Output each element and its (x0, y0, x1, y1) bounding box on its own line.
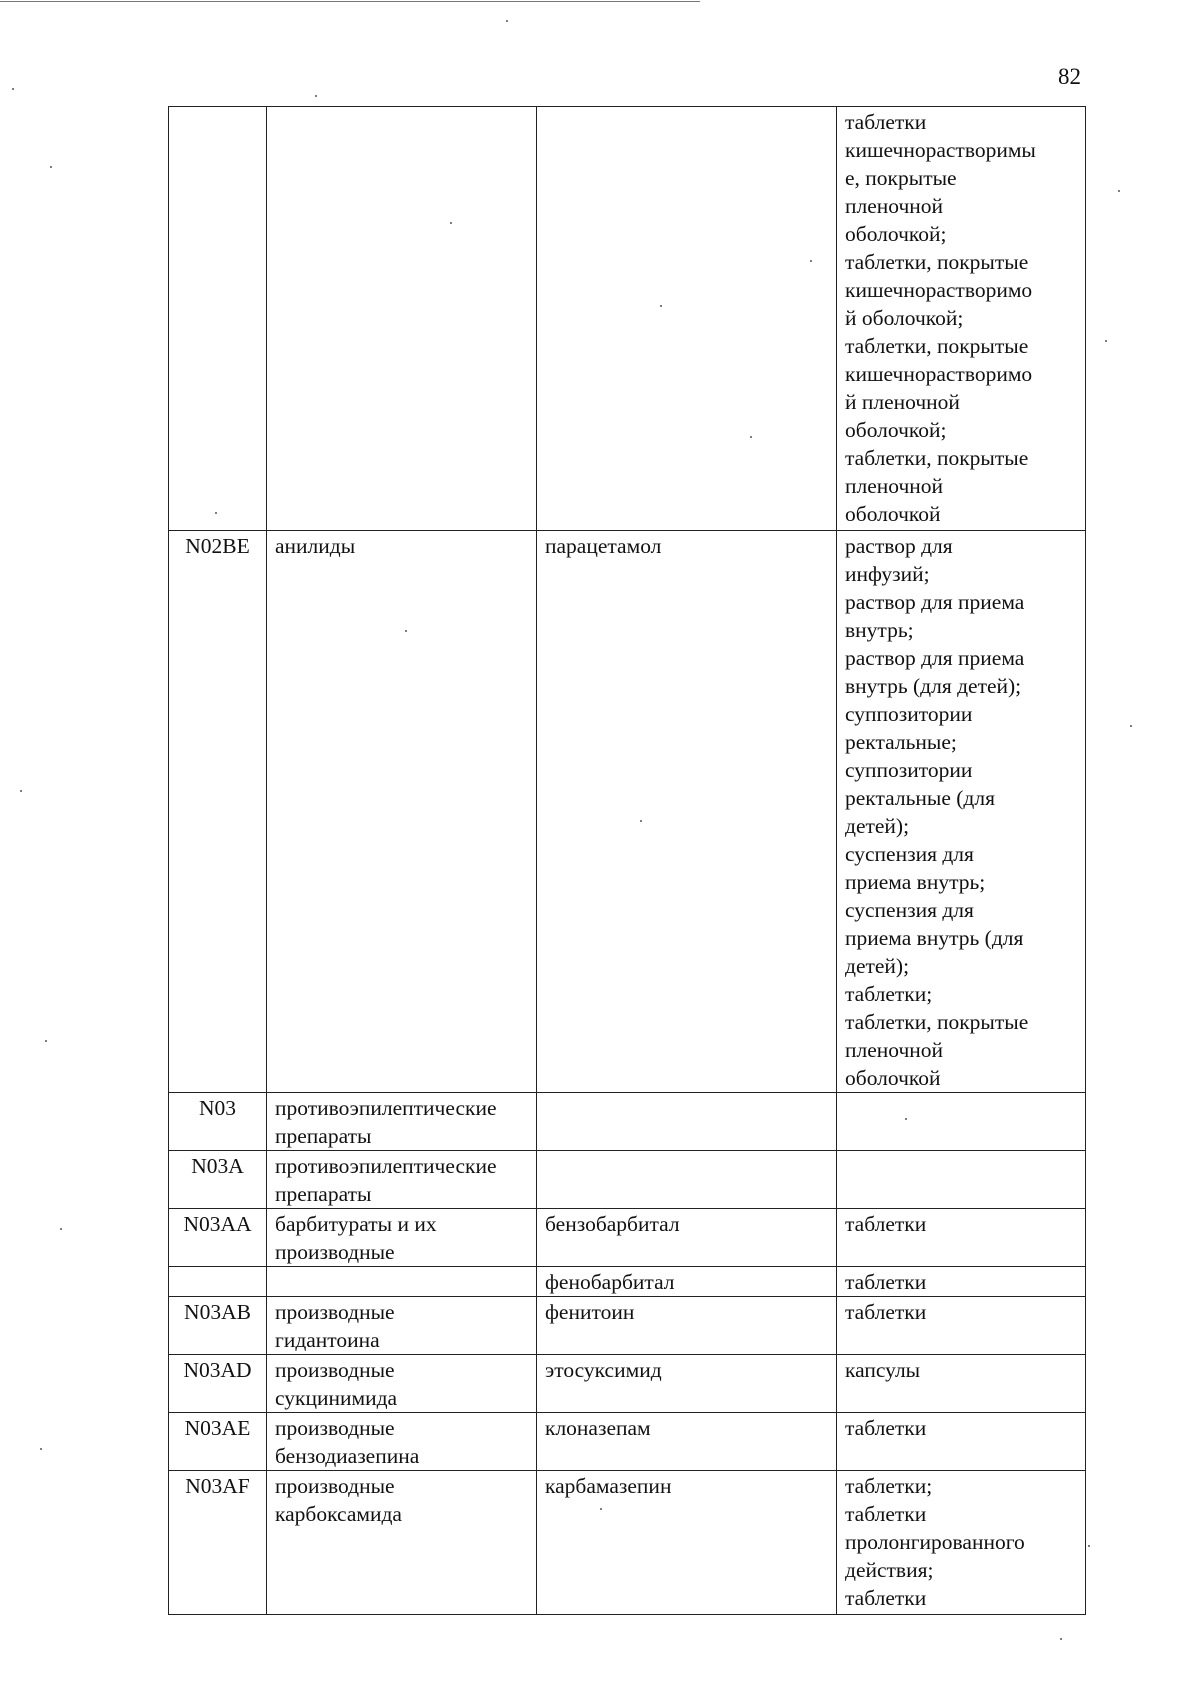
table-row (169, 1413, 1086, 1471)
dosage-form-line: таблетки, покрытые (845, 250, 1029, 274)
atc-code-cell: N03AA (169, 1209, 267, 1267)
dosage-forms-cell (837, 1355, 1086, 1413)
table-row (169, 1093, 1086, 1151)
group-cell (267, 1355, 537, 1413)
group-line: производные (275, 1416, 395, 1440)
dosage-form-line: кишечнорастворимо (845, 362, 1033, 386)
drug-cell: парацетамол (537, 531, 837, 1093)
scan-speck (1105, 340, 1107, 342)
scan-speck (50, 166, 52, 168)
scan-speck (405, 630, 407, 632)
scan-speck (1060, 1638, 1062, 1640)
dosage-form-line: таблетки; (845, 982, 933, 1006)
dosage-form-line: кишечнорастворимы (845, 138, 1036, 162)
dosage-form-line: е, покрытые (845, 166, 957, 190)
page-number: 82 (1058, 64, 1081, 89)
drug-table (168, 106, 1086, 1615)
group-line: бензодиазепина (275, 1444, 420, 1468)
drug-cell: карбамазепин (537, 1471, 837, 1615)
dosage-form-line: пленочной (845, 1038, 944, 1062)
group-line: сукцинимида (275, 1386, 398, 1410)
dosage-form-line: приема внутрь; (845, 870, 986, 894)
atc-code-cell: N03A (169, 1151, 267, 1209)
group-line: препараты (275, 1182, 372, 1206)
drug-cell: этосуксимид (537, 1355, 837, 1413)
dosage-forms-cell (837, 531, 1086, 1093)
dosage-form-line: оболочкой (845, 502, 941, 526)
group-cell (267, 1471, 537, 1615)
scan-speck (60, 1228, 62, 1230)
dosage-form-line: внутрь (для детей); (845, 674, 1022, 698)
group-cell (267, 1209, 537, 1267)
dosage-form-line: оболочкой (845, 1066, 941, 1090)
dosage-form-line: детей); (845, 814, 910, 838)
group-cell (267, 1093, 537, 1151)
dosage-form-line: капсулы (845, 1358, 921, 1382)
dosage-form-line: детей); (845, 954, 910, 978)
scan-speck (640, 820, 642, 822)
table-row (169, 1471, 1086, 1615)
dosage-form-line: раствор для (845, 534, 953, 558)
scan-speck (1118, 190, 1120, 192)
atc-code-cell: N03 (169, 1093, 267, 1151)
group-line: производные (275, 1474, 395, 1498)
dosage-form-line: оболочкой; (845, 222, 947, 246)
scan-top-edge-line (0, 1, 700, 2)
scan-speck (506, 20, 508, 22)
dosage-form-line: приема внутрь (для (845, 926, 1024, 950)
dosage-form-line: пленочной (845, 474, 944, 498)
dosage-form-line: й оболочкой; (845, 306, 964, 330)
atc-code-cell (169, 1267, 267, 1297)
dosage-form-line: таблетки, покрытые (845, 446, 1029, 470)
table-row (169, 1267, 1086, 1297)
table-row (169, 107, 1086, 531)
dosage-form-line: таблетки; (845, 1474, 933, 1498)
atc-code-cell: N03AD (169, 1355, 267, 1413)
scan-speck (600, 1508, 602, 1510)
dosage-form-line: оболочкой; (845, 418, 947, 442)
group-line: анилиды (275, 534, 356, 558)
scan-speck (40, 1448, 42, 1450)
atc-code-cell: N03AE (169, 1413, 267, 1471)
dosage-forms-cell (837, 107, 1086, 531)
group-line: противоэпилептические (275, 1154, 497, 1178)
group-line: производные (275, 1358, 395, 1382)
scan-speck (450, 222, 452, 224)
atc-code-cell: N02BE (169, 531, 267, 1093)
drug-cell: фенобарбитал (537, 1267, 837, 1297)
scan-speck (20, 790, 22, 792)
scan-speck (12, 88, 14, 90)
scan-speck (1088, 1545, 1090, 1547)
scan-speck (45, 1040, 47, 1042)
dosage-forms-cell (837, 1151, 1086, 1209)
dosage-form-line: таблетки, покрытые (845, 1010, 1029, 1034)
dosage-form-line: таблетки (845, 1300, 927, 1324)
group-line: противоэпилептические (275, 1096, 497, 1120)
group-line: производные (275, 1240, 395, 1264)
dosage-forms-cell (837, 1209, 1086, 1267)
group-cell (267, 1267, 537, 1297)
table-row (169, 1355, 1086, 1413)
dosage-form-line: раствор для приема (845, 590, 1025, 614)
dosage-form-line: внутрь; (845, 618, 914, 642)
dosage-form-line: таблетки, покрытые (845, 334, 1029, 358)
group-line: гидантоина (275, 1328, 380, 1352)
table-row (169, 1151, 1086, 1209)
dosage-forms-cell (837, 1093, 1086, 1151)
dosage-form-line: кишечнорастворимо (845, 278, 1033, 302)
dosage-form-line: инфузий; (845, 562, 930, 586)
scan-speck (315, 95, 317, 97)
drug-cell (537, 1151, 837, 1209)
table-row (169, 1209, 1086, 1267)
scan-speck (1130, 725, 1132, 727)
dosage-form-line: действия; (845, 1558, 934, 1582)
dosage-form-line: таблетки (845, 1416, 927, 1440)
table-row (169, 531, 1086, 1093)
scan-speck (810, 260, 812, 262)
drug-cell: клоназепам (537, 1413, 837, 1471)
dosage-form-line: суппозитории (845, 702, 973, 726)
group-cell (267, 531, 537, 1093)
dosage-form-line: таблетки (845, 1212, 927, 1236)
drug-cell (537, 107, 837, 531)
group-cell (267, 1413, 537, 1471)
dosage-form-line: суппозитории (845, 758, 973, 782)
dosage-form-line: раствор для приема (845, 646, 1025, 670)
drug-cell: бензобарбитал (537, 1209, 837, 1267)
dosage-form-line: суспензия для (845, 842, 974, 866)
dosage-form-line: пленочной (845, 194, 944, 218)
dosage-form-line: й пленочной (845, 390, 960, 414)
dosage-form-line: таблетки (845, 1502, 927, 1526)
dosage-forms-cell (837, 1413, 1086, 1471)
dosage-form-line: суспензия для (845, 898, 974, 922)
scan-speck (215, 512, 217, 514)
group-line: карбоксамида (275, 1502, 402, 1526)
dosage-forms-cell (837, 1471, 1086, 1615)
group-cell (267, 107, 537, 531)
group-cell (267, 1151, 537, 1209)
dosage-forms-cell (837, 1297, 1086, 1355)
scan-speck (660, 305, 662, 307)
dosage-form-line: таблетки (845, 1586, 927, 1610)
drug-cell (537, 1093, 837, 1151)
scan-speck (750, 436, 752, 438)
group-cell (267, 1297, 537, 1355)
atc-code-cell: N03AB (169, 1297, 267, 1355)
drug-cell: фенитоин (537, 1297, 837, 1355)
dosage-form-line: ректальные; (845, 730, 957, 754)
group-line: препараты (275, 1124, 372, 1148)
dosage-forms-cell (837, 1267, 1086, 1297)
scan-speck (905, 1118, 907, 1120)
group-line: барбитураты и их (275, 1212, 437, 1236)
dosage-form-line: таблетки (845, 110, 927, 134)
dosage-form-line: таблетки (845, 1270, 927, 1294)
dosage-form-line: пролонгированного (845, 1530, 1025, 1554)
group-line: производные (275, 1300, 395, 1324)
atc-code-cell (169, 107, 267, 531)
dosage-form-line: ректальные (для (845, 786, 995, 810)
table-row (169, 1297, 1086, 1355)
atc-code-cell: N03AF (169, 1471, 267, 1615)
